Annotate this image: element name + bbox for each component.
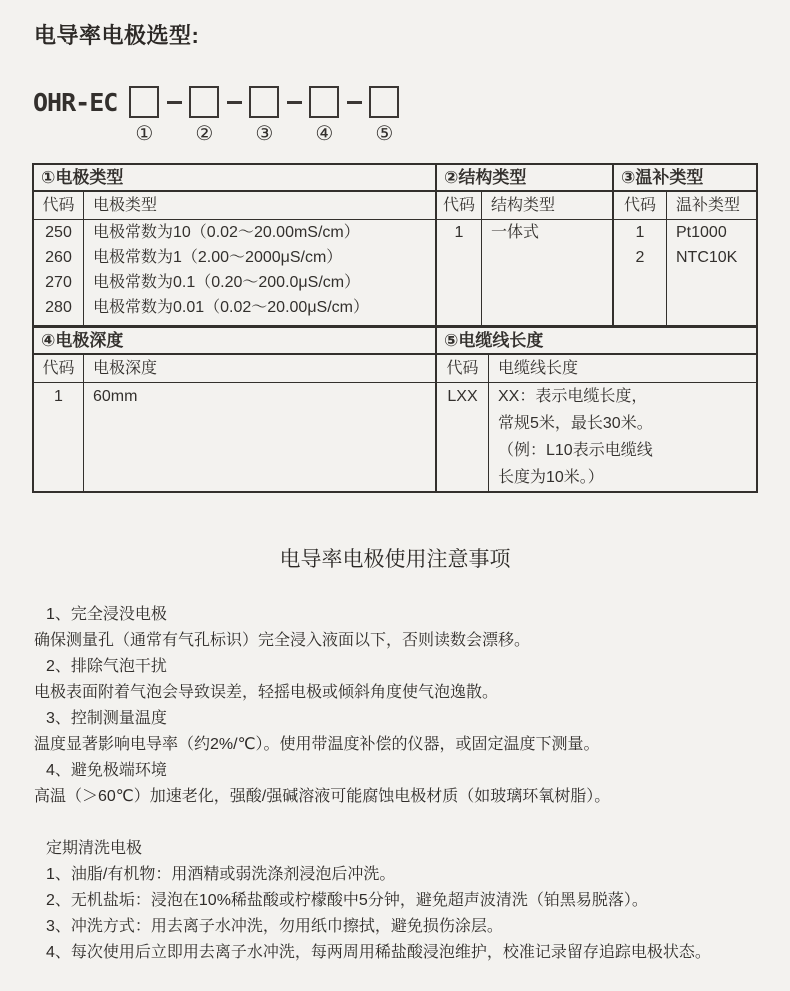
model-slot-1 bbox=[129, 86, 159, 146]
section-temp-compensation bbox=[612, 165, 756, 325]
type-column-header: 结构类型 bbox=[491, 197, 556, 214]
position-number-2: ② bbox=[195, 123, 214, 145]
column-header-row bbox=[34, 355, 435, 383]
desc-column bbox=[84, 383, 435, 491]
note-line: 高温（＞60℃）加速老化，强酸/强碱溶液可能腐蚀电极材质（如玻璃环氧树脂）。 bbox=[34, 788, 611, 805]
cable-length-desc-line: 常规5米，最长30米。 bbox=[498, 415, 653, 432]
code-value: LXX bbox=[447, 388, 478, 405]
code-box-5 bbox=[369, 86, 399, 118]
section-electrode-depth bbox=[34, 328, 435, 491]
note-line: 定期清洗电极 bbox=[46, 840, 143, 857]
cable-length-desc-line: （例：L10表示电缆线 bbox=[498, 442, 653, 459]
desc-column bbox=[489, 383, 756, 491]
note-line: 4、每次使用后立即用去离子水冲洗，每两周用稀盐酸浸泡维护，校准记录留存追踪电极状态。 bbox=[46, 944, 711, 961]
code-column-header: 代码 bbox=[437, 355, 489, 382]
code-column bbox=[34, 220, 84, 325]
desc-column bbox=[84, 220, 435, 325]
dash-icon bbox=[167, 101, 182, 104]
position-number-1: ① bbox=[135, 123, 154, 145]
dash-separator bbox=[219, 86, 249, 118]
model-slot-4 bbox=[309, 86, 339, 146]
note-line: 确保测量孔（通常有气孔标识）完全浸入液面以下，否则读数会漂移。 bbox=[34, 632, 531, 649]
model-slot-5 bbox=[369, 86, 399, 146]
code-value: 280 bbox=[45, 299, 72, 316]
dash-icon bbox=[287, 101, 302, 104]
notes-title: 电导率电极使用注意事项 bbox=[279, 548, 511, 571]
table-band-1 bbox=[34, 165, 756, 328]
note-line: 3、冲洗方式：用去离子水冲洗，勿用纸巾擦拭，避免损伤涂层。 bbox=[46, 918, 503, 935]
section-data bbox=[34, 383, 435, 491]
code-box-1 bbox=[129, 86, 159, 118]
section-structure-type bbox=[435, 165, 612, 325]
desc-value: Pt1000 bbox=[676, 224, 727, 241]
section-data bbox=[437, 383, 756, 491]
dash-icon bbox=[227, 101, 242, 104]
note-line: 1、完全浸没电极 bbox=[46, 606, 167, 623]
code-box-2 bbox=[189, 86, 219, 118]
code-value: 260 bbox=[45, 249, 72, 266]
section-cable-length bbox=[435, 328, 756, 491]
desc-column bbox=[667, 220, 756, 325]
section-title: ①电极类型 bbox=[34, 165, 435, 192]
desc-value: 60mm bbox=[93, 388, 138, 405]
section-data bbox=[614, 220, 756, 325]
column-header-row bbox=[437, 192, 612, 220]
code-column-header: 代码 bbox=[437, 192, 482, 219]
code-value: 250 bbox=[45, 224, 72, 241]
code-box-4 bbox=[309, 86, 339, 118]
section-data bbox=[34, 220, 435, 325]
column-header-row bbox=[34, 192, 435, 220]
model-prefix: OHR-EC bbox=[33, 88, 118, 117]
code-value: 270 bbox=[45, 274, 72, 291]
model-slot-3 bbox=[249, 86, 279, 146]
code-column bbox=[437, 220, 482, 325]
code-value: 2 bbox=[635, 249, 645, 266]
note-line: 温度显著影响电导率（约2%/℃）。使用带温度补偿的仪器，或固定温度下测量。 bbox=[34, 736, 600, 753]
code-column-header: 代码 bbox=[34, 355, 84, 382]
cleaning-notes bbox=[34, 836, 779, 966]
section-title: ④电极深度 bbox=[34, 328, 435, 355]
desc-value: 电极常数为10（0.02～20.00mS/cm） bbox=[93, 224, 360, 241]
code-column bbox=[437, 383, 489, 491]
desc-value: 电极常数为1（2.00～2000μS/cm） bbox=[93, 249, 343, 266]
section-title: ③温补类型 bbox=[614, 165, 756, 192]
column-header-row bbox=[614, 192, 756, 220]
page-title: 电导率电极选型: bbox=[34, 23, 200, 48]
dash-separator bbox=[339, 86, 369, 118]
note-line: 电极表面附着气泡会导致误差，轻摇电极或倾斜角度使气泡逸散。 bbox=[34, 684, 499, 701]
code-column-header: 代码 bbox=[34, 192, 84, 219]
note-line: 3、控制测量温度 bbox=[46, 710, 167, 727]
dash-separator bbox=[279, 86, 309, 118]
desc-value: 一体式 bbox=[491, 224, 540, 241]
section-data bbox=[437, 220, 612, 325]
model-slot-2 bbox=[189, 86, 219, 146]
type-column-header: 电缆线长度 bbox=[498, 360, 579, 377]
code-value: 1 bbox=[454, 224, 464, 241]
code-column bbox=[614, 220, 667, 325]
selection-table bbox=[32, 163, 758, 493]
code-value: 1 bbox=[54, 388, 63, 405]
cable-length-desc-line: XX：表示电缆长度， bbox=[498, 388, 648, 405]
dash-separator bbox=[159, 86, 189, 118]
position-number-5: ⑤ bbox=[375, 123, 394, 145]
table-band-2 bbox=[34, 328, 756, 491]
section-title: ②结构类型 bbox=[437, 165, 612, 192]
model-code-diagram bbox=[33, 86, 399, 146]
desc-value: 电极常数为0.01（0.02～20.00μS/cm） bbox=[93, 299, 369, 316]
desc-column bbox=[482, 220, 612, 325]
column-header-row bbox=[437, 355, 756, 383]
usage-notes bbox=[34, 602, 779, 810]
code-column bbox=[34, 383, 84, 491]
type-column-header: 电极类型 bbox=[93, 197, 158, 214]
desc-value: 电极常数为0.1（0.20～200.0μS/cm） bbox=[93, 274, 361, 291]
note-line: 2、排除气泡干扰 bbox=[46, 658, 167, 675]
position-number-3: ③ bbox=[255, 123, 274, 145]
section-title: ⑤电缆线长度 bbox=[437, 328, 756, 355]
type-column-header: 电极深度 bbox=[93, 360, 158, 377]
section-electrode-type bbox=[34, 165, 435, 325]
code-value: 1 bbox=[635, 224, 645, 241]
note-line: 4、避免极端环境 bbox=[46, 762, 167, 779]
position-number-4: ④ bbox=[315, 123, 334, 145]
cable-length-desc-line: 长度为10米。） bbox=[498, 469, 604, 486]
desc-value: NTC10K bbox=[676, 249, 738, 266]
type-column-header: 温补类型 bbox=[676, 197, 741, 214]
note-line: 1、油脂/有机物：用酒精或弱洗涤剂浸泡后冲洗。 bbox=[46, 866, 396, 883]
note-line: 2、无机盐垢：浸泡在10%稀盐酸或柠檬酸中5分钟，避免超声波清洗（铂黑易脱落）。 bbox=[46, 892, 648, 909]
code-column-header: 代码 bbox=[614, 192, 667, 219]
dash-icon bbox=[347, 101, 362, 104]
code-box-3 bbox=[249, 86, 279, 118]
